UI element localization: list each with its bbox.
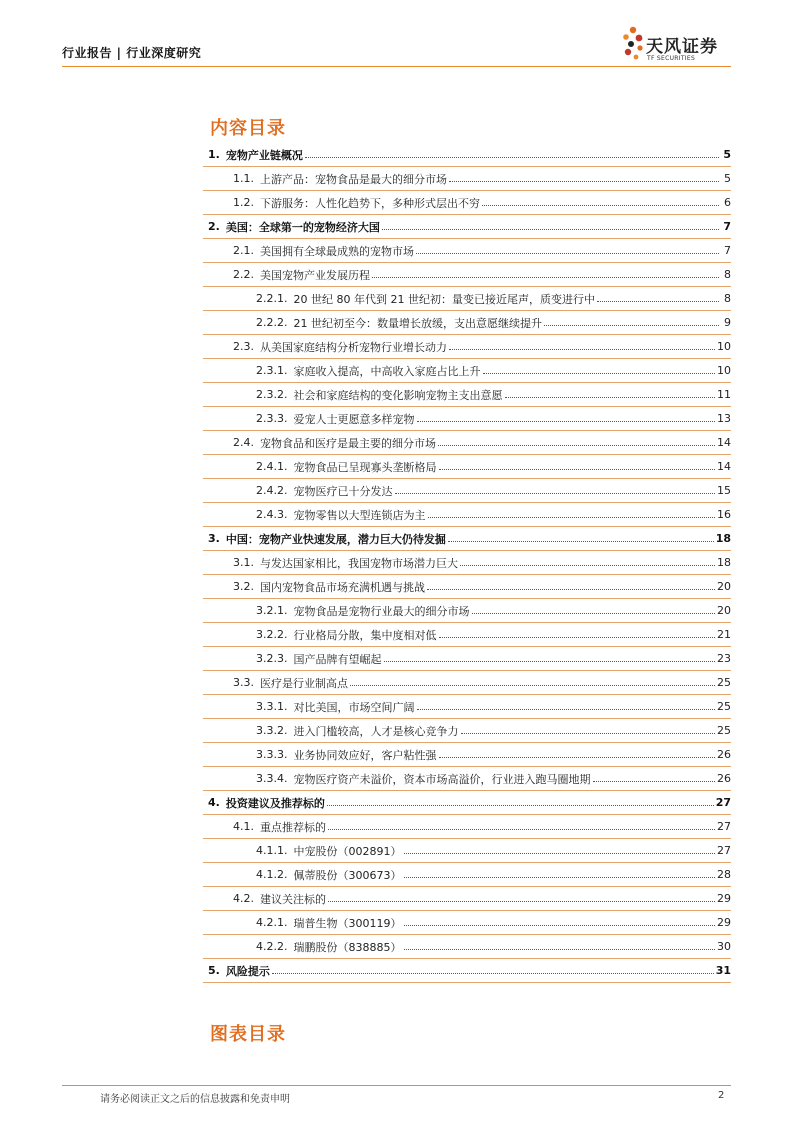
toc-entry[interactable] (203, 479, 731, 503)
toc-entry[interactable] (203, 311, 731, 335)
toc-entry-label: 行业格局分散，集中度相对低 (293, 628, 437, 642)
toc-entry-number: 2.2. (233, 268, 254, 281)
toc-entry-number: 4.2. (233, 892, 254, 905)
toc-entry-number: 5. (208, 964, 220, 977)
toc-entry-number: 2.4. (233, 436, 254, 449)
tf-securities-logo (620, 24, 740, 68)
toc-entry[interactable] (203, 503, 731, 527)
toc-entry-number: 2.3.1. (256, 364, 288, 377)
toc-dot-leader (597, 291, 719, 302)
toc-dot-leader (439, 627, 716, 638)
toc-entry-page: 27 (717, 820, 731, 833)
toc-entry-number: 4.2.1. (256, 916, 288, 929)
toc-entry[interactable] (203, 527, 731, 551)
toc-entry-label: 美国宠物产业发展历程 (260, 268, 370, 282)
toc-entry[interactable] (203, 647, 731, 671)
toc-entry[interactable] (203, 431, 731, 455)
toc-entry-page: 25 (717, 700, 731, 713)
toc-entry-number: 3.2.1. (256, 604, 288, 617)
toc-entry[interactable] (203, 935, 731, 959)
toc-dot-leader (593, 771, 716, 782)
toc-entry-label: 业务协同效应好，客户粘性强 (293, 748, 437, 762)
toc-entry-label: 爱宠人士更愿意多样宠物 (293, 412, 415, 426)
toc-entry-label: 医疗是行业制高点 (260, 676, 348, 690)
footer-divider (62, 1085, 731, 1086)
toc-entry-page: 5 (723, 148, 731, 161)
toc-entry-label: 21 世纪初至今：数量增长放缓，支出意愿继续提升 (293, 316, 542, 330)
toc-entry[interactable] (203, 623, 731, 647)
toc-entry-label: 社会和家庭结构的变化影响宠物主支出意愿 (293, 388, 503, 402)
toc-entry-number: 2. (208, 220, 220, 233)
toc-entry-label: 宠物产业链概况 (225, 148, 303, 162)
toc-entry-label: 从美国家庭结构分析宠物行业增长动力 (260, 340, 447, 354)
toc-entry[interactable] (203, 839, 731, 863)
logo-english-name: TF SECURITIES (647, 55, 696, 62)
logo-chinese-name: 天风证券 (646, 37, 718, 57)
toc-entry-label: 中宠股份（002891） (293, 844, 402, 858)
toc-entry-page: 29 (717, 892, 731, 905)
toc-entry-page: 18 (717, 556, 731, 569)
toc-entry-label: 重点推荐标的 (260, 820, 326, 834)
toc-entry[interactable] (203, 863, 731, 887)
toc-entry-number: 2.1. (233, 244, 254, 257)
toc-dot-leader (328, 891, 715, 902)
footer-disclaimer: 请务必阅读正文之后的信息披露和免责申明 (100, 1094, 290, 1105)
toc-entry-page: 27 (715, 796, 731, 809)
toc-entry[interactable] (203, 575, 731, 599)
toc-entry[interactable] (203, 671, 731, 695)
toc-entry-page: 9 (724, 316, 731, 329)
toc-dot-leader (382, 219, 719, 230)
toc-entry-page: 8 (724, 268, 731, 281)
toc-entry-page: 7 (724, 244, 731, 257)
toc-entry-number: 2.4.3. (256, 508, 288, 521)
toc-dot-leader (428, 507, 716, 518)
toc-dot-leader (384, 651, 716, 662)
toc-entry-number: 3.3. (233, 676, 254, 689)
toc-entry-number: 2.4.1. (256, 460, 288, 473)
toc-entry-page: 11 (717, 388, 731, 401)
toc-entry[interactable] (203, 767, 731, 791)
toc-entry[interactable] (203, 695, 731, 719)
toc-entry[interactable] (203, 359, 731, 383)
toc-entry[interactable] (203, 287, 731, 311)
toc-entry-label: 宠物食品是宠物行业最大的细分市场 (293, 604, 470, 618)
toc-dot-leader (439, 459, 716, 470)
toc-entry-page: 20 (717, 580, 731, 593)
toc-entry-page: 25 (717, 724, 731, 737)
toc-entry-page: 20 (717, 604, 731, 617)
toc-entry-label: 美国：全球第一的宠物经济大国 (225, 220, 380, 234)
toc-entry[interactable] (203, 407, 731, 431)
toc-entry-label: 瑞鹏股份（838885） (293, 940, 402, 954)
toc-entry-number: 3.2.3. (256, 652, 288, 665)
toc-entry-page: 7 (723, 220, 731, 233)
toc-dot-leader (460, 555, 715, 566)
toc-entry-number: 2.4.2. (256, 484, 288, 497)
toc-entry-number: 3.2.2. (256, 628, 288, 641)
toc-entry-page: 6 (724, 196, 731, 209)
toc-dot-leader (404, 867, 716, 878)
toc-entry-number: 1.1. (233, 172, 254, 185)
table-of-contents (203, 143, 731, 983)
toc-entry-label: 佩蒂股份（300673） (293, 868, 402, 882)
toc-entry-label: 宠物零售以大型连锁店为主 (293, 508, 426, 522)
toc-entry[interactable] (203, 959, 731, 983)
toc-dot-leader (439, 747, 716, 758)
toc-entry-page: 14 (717, 460, 731, 473)
toc-entry-number: 2.3. (233, 340, 254, 353)
toc-entry-label: 上游产品：宠物食品是最大的细分市场 (260, 172, 447, 186)
toc-dot-leader (448, 531, 714, 542)
toc-entry-label: 对比美国，市场空间广阔 (293, 700, 415, 714)
toc-entry-page: 29 (717, 916, 731, 929)
toc-entry-label: 宠物食品已呈现寡头垄断格局 (293, 460, 437, 474)
toc-entry-number: 2.3.2. (256, 388, 288, 401)
toc-entry-number: 3.1. (233, 556, 254, 569)
toc-entry[interactable] (203, 719, 731, 743)
toc-entry[interactable] (203, 167, 731, 191)
toc-entry-number: 3.3.3. (256, 748, 288, 761)
toc-entry-number: 4.1.1. (256, 844, 288, 857)
toc-entry-number: 3.3.4. (256, 772, 288, 785)
toc-entry-page: 13 (717, 412, 731, 425)
toc-dot-leader (327, 795, 714, 806)
toc-entry-number: 1.2. (233, 196, 254, 209)
toc-entry-number: 2.2.2. (256, 316, 288, 329)
toc-entry-number: 4.1.2. (256, 868, 288, 881)
toc-entry-number: 3.3.1. (256, 700, 288, 713)
toc-entry-number: 3.3.2. (256, 724, 288, 737)
toc-dot-leader (438, 435, 715, 446)
toc-dot-leader (305, 147, 719, 158)
toc-entry[interactable] (203, 263, 731, 287)
toc-entry[interactable] (203, 791, 731, 815)
toc-entry-label: 建议关注标的 (260, 892, 326, 906)
toc-entry[interactable] (203, 335, 731, 359)
toc-dot-leader (427, 579, 715, 590)
toc-entry-number: 4.1. (233, 820, 254, 833)
toc-entry-label: 风险提示 (225, 964, 270, 978)
toc-dot-leader (416, 243, 719, 254)
report-category-title: 行业报告 | 行业深度研究 (62, 46, 202, 60)
toc-dot-leader (461, 723, 716, 734)
toc-entry-label: 瑞普生物（300119） (293, 916, 402, 930)
page-number: 2 (718, 1090, 725, 1101)
toc-entry[interactable] (203, 911, 731, 935)
toc-entry-number: 4.2.2. (256, 940, 288, 953)
toc-entry[interactable] (203, 383, 731, 407)
toc-entry[interactable] (203, 887, 731, 911)
toc-entry-page: 26 (717, 748, 731, 761)
logo-petals-icon (620, 24, 646, 68)
toc-entry-page: 8 (724, 292, 731, 305)
toc-entry-label: 宠物食品和医疗是最主要的细分市场 (260, 436, 436, 450)
toc-entry-page: 25 (717, 676, 731, 689)
toc-entry-label: 下游服务：人性化趋势下，多种形式层出不穷 (260, 196, 480, 210)
toc-dot-leader (395, 483, 716, 494)
toc-entry-page: 31 (715, 964, 731, 977)
toc-dot-leader (417, 699, 716, 710)
toc-entry-page: 30 (717, 940, 731, 953)
toc-entry-label: 美国拥有全球最成熟的宠物市场 (260, 244, 414, 258)
toc-heading: 内容目录 (210, 118, 286, 139)
toc-entry[interactable] (203, 143, 731, 167)
toc-entry-label: 与发达国家相比，我国宠物市场潜力巨大 (260, 556, 458, 570)
toc-entry-number: 2.3.3. (256, 412, 288, 425)
toc-entry[interactable] (203, 815, 731, 839)
toc-entry[interactable] (203, 455, 731, 479)
toc-entry-label: 国内宠物食品市场充满机遇与挑战 (260, 580, 425, 594)
toc-entry-page: 21 (717, 628, 731, 641)
toc-dot-leader (483, 363, 716, 374)
toc-entry[interactable] (203, 599, 731, 623)
toc-entry-page: 10 (717, 340, 731, 353)
toc-entry-number: 3. (208, 532, 220, 545)
toc-dot-leader (449, 171, 719, 182)
toc-entry-label: 投资建议及推荐标的 (225, 796, 325, 810)
toc-entry-number: 3.2. (233, 580, 254, 593)
toc-entry-label: 中国：宠物产业快速发展，潜力巨大仍待发掘 (225, 532, 446, 546)
header-divider (62, 66, 731, 67)
toc-dot-leader (482, 195, 719, 206)
toc-entry-number: 4. (208, 796, 220, 809)
figures-heading: 图表目录 (210, 1024, 286, 1045)
toc-entry[interactable] (203, 239, 731, 263)
toc-entry-page: 26 (717, 772, 731, 785)
toc-entry-page: 5 (724, 172, 731, 185)
toc-dot-leader (417, 411, 716, 422)
toc-dot-leader (372, 267, 719, 278)
toc-entry[interactable] (203, 551, 731, 575)
toc-dot-leader (404, 843, 716, 854)
toc-dot-leader (404, 915, 716, 926)
toc-entry-page: 18 (715, 532, 731, 545)
toc-dot-leader (505, 387, 716, 398)
toc-entry[interactable] (203, 215, 731, 239)
toc-dot-leader (449, 339, 715, 350)
toc-entry-label: 进入门槛较高，人才是核心竞争力 (293, 724, 459, 738)
toc-dot-leader (544, 315, 719, 326)
toc-entry-number: 2.2.1. (256, 292, 288, 305)
toc-entry-page: 27 (717, 844, 731, 857)
toc-entry-page: 15 (717, 484, 731, 497)
toc-entry[interactable] (203, 191, 731, 215)
toc-dot-leader (472, 603, 716, 614)
toc-entry-page: 10 (717, 364, 731, 377)
toc-entry[interactable] (203, 743, 731, 767)
toc-entry-page: 16 (717, 508, 731, 521)
toc-dot-leader (272, 963, 714, 974)
toc-entry-page: 23 (717, 652, 731, 665)
toc-dot-leader (328, 819, 715, 830)
toc-dot-leader (350, 675, 715, 686)
toc-entry-label: 宠物医疗已十分发达 (293, 484, 393, 498)
toc-entry-label: 宠物医疗资产未溢价，资本市场高溢价，行业进入跑马圈地期 (293, 772, 591, 786)
toc-entry-number: 1. (208, 148, 220, 161)
toc-entry-label: 家庭收入提高，中高收入家庭占比上升 (293, 364, 481, 378)
toc-entry-page: 14 (717, 436, 731, 449)
toc-entry-label: 20 世纪 80 年代到 21 世纪初：量变已接近尾声，质变进行中 (293, 292, 595, 306)
toc-entry-page: 28 (717, 868, 731, 881)
toc-entry-label: 国产品牌有望崛起 (293, 652, 382, 666)
toc-dot-leader (404, 939, 716, 950)
